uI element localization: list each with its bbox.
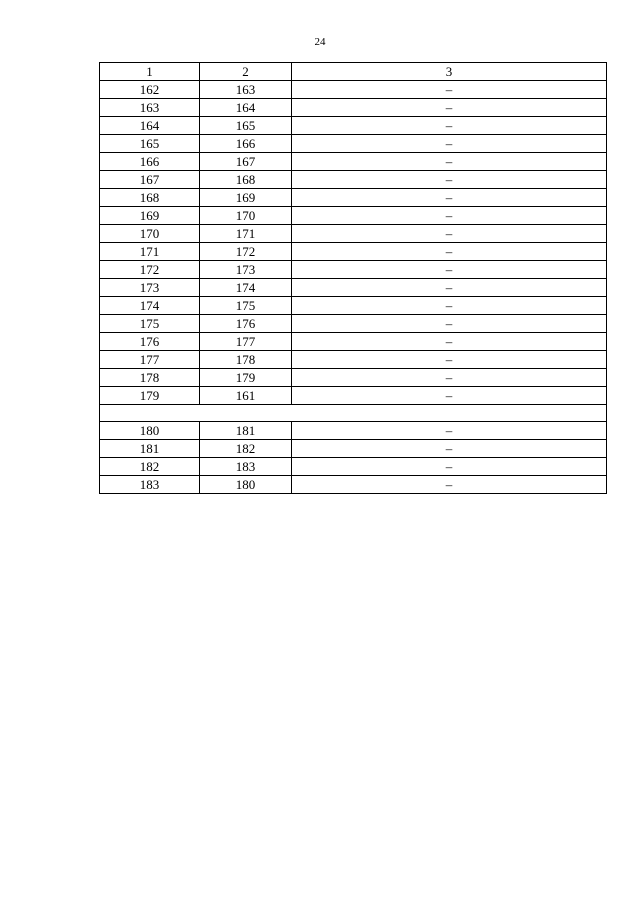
table-cell-col-3: –	[292, 422, 607, 440]
table-cell-col-3: –	[292, 351, 607, 369]
table-cell-col-1: 171	[100, 243, 200, 261]
table-cell-col-1: 174	[100, 297, 200, 315]
table-header	[100, 63, 607, 81]
table-cell-col-1: 181	[100, 440, 200, 458]
table-cell-col-1: 170	[100, 225, 200, 243]
table-cell-col-2: 166	[200, 135, 292, 153]
table-row	[100, 225, 607, 243]
table-row	[100, 476, 607, 494]
table-row	[100, 279, 607, 297]
table-cell-col-1: 169	[100, 207, 200, 225]
table-cell-col-3: –	[292, 387, 607, 405]
table-cell-col-3: –	[292, 99, 607, 117]
header-row	[100, 63, 607, 81]
table-cell-col-2: 167	[200, 153, 292, 171]
table-cell-col-3: –	[292, 369, 607, 387]
table-cell-col-3: –	[292, 153, 607, 171]
table-row	[100, 189, 607, 207]
table-cell-col-1: 179	[100, 387, 200, 405]
table-cell-col-1: 183	[100, 476, 200, 494]
table-cell-col-2: 173	[200, 261, 292, 279]
table-cell-col-3: –	[292, 243, 607, 261]
table-cell-col-3: –	[292, 207, 607, 225]
table-cell-col-1: 164	[100, 117, 200, 135]
table-cell-col-3: –	[292, 333, 607, 351]
table-cell-col-3: –	[292, 297, 607, 315]
table-cell-col-3: –	[292, 440, 607, 458]
table-cell-col-2: 182	[200, 440, 292, 458]
table-cell-col-2: 169	[200, 189, 292, 207]
table-cell-col-3: –	[292, 189, 607, 207]
table-row	[100, 261, 607, 279]
table-cell-col-2: 174	[200, 279, 292, 297]
table-cell-col-2: 176	[200, 315, 292, 333]
table-cell-col-2: 172	[200, 243, 292, 261]
table-cell-col-1: 168	[100, 189, 200, 207]
table-row	[100, 117, 607, 135]
table-cell-col-3: –	[292, 279, 607, 297]
table-row	[100, 81, 607, 99]
table-cell-col-2: 179	[200, 369, 292, 387]
table-cell-col-2: 161	[200, 387, 292, 405]
table-body	[100, 81, 607, 494]
table-cell-col-1: 182	[100, 458, 200, 476]
table-cell-col-2: 163	[200, 81, 292, 99]
table-cell-col-1: 180	[100, 422, 200, 440]
table-cell-col-1: 177	[100, 351, 200, 369]
table-cell-col-1: 166	[100, 153, 200, 171]
table-row	[100, 297, 607, 315]
table-cell-col-2: 175	[200, 297, 292, 315]
column-header-3: 3	[292, 63, 607, 81]
table-cell-col-2: 164	[200, 99, 292, 117]
table-cell-col-1: 165	[100, 135, 200, 153]
table-cell-col-3: –	[292, 225, 607, 243]
table-cell-col-3: –	[292, 458, 607, 476]
table-cell-col-3: –	[292, 135, 607, 153]
table-cell-col-1: 178	[100, 369, 200, 387]
table-row	[100, 153, 607, 171]
table-cell-col-1: 162	[100, 81, 200, 99]
table-row	[100, 207, 607, 225]
group-separator-row	[100, 405, 607, 422]
table-cell-col-1: 175	[100, 315, 200, 333]
table-row	[100, 422, 607, 440]
table-row	[100, 315, 607, 333]
table-cell-col-3: –	[292, 117, 607, 135]
table-cell-col-2: 168	[200, 171, 292, 189]
table-cell-col-2: 177	[200, 333, 292, 351]
table-cell-col-2: 183	[200, 458, 292, 476]
table-row	[100, 458, 607, 476]
table-cell-col-3: –	[292, 476, 607, 494]
page-number: 24	[314, 36, 326, 48]
column-header-2: 2	[200, 63, 292, 81]
table-row	[100, 333, 607, 351]
table-cell-col-2: 181	[200, 422, 292, 440]
table-cell-col-3: –	[292, 81, 607, 99]
table-row	[100, 171, 607, 189]
table-cell-col-2: 165	[200, 117, 292, 135]
table-cell-col-1: 172	[100, 261, 200, 279]
boundary-points-table	[99, 62, 607, 494]
column-header-1: 1	[100, 63, 200, 81]
group-separator-cell	[100, 405, 607, 422]
table-row	[100, 243, 607, 261]
table-row	[100, 135, 607, 153]
table-cell-col-2: 178	[200, 351, 292, 369]
table-row	[100, 440, 607, 458]
table-cell-col-3: –	[292, 315, 607, 333]
table-cell-col-2: 171	[200, 225, 292, 243]
table-row	[100, 351, 607, 369]
table-cell-col-1: 163	[100, 99, 200, 117]
table-cell-col-1: 176	[100, 333, 200, 351]
table-cell-col-1: 173	[100, 279, 200, 297]
table-cell-col-2: 180	[200, 476, 292, 494]
table-cell-col-3: –	[292, 261, 607, 279]
table-row	[100, 387, 607, 405]
table-cell-col-2: 170	[200, 207, 292, 225]
table-cell-col-3: –	[292, 171, 607, 189]
table-row	[100, 369, 607, 387]
table-row	[100, 99, 607, 117]
table-cell-col-1: 167	[100, 171, 200, 189]
